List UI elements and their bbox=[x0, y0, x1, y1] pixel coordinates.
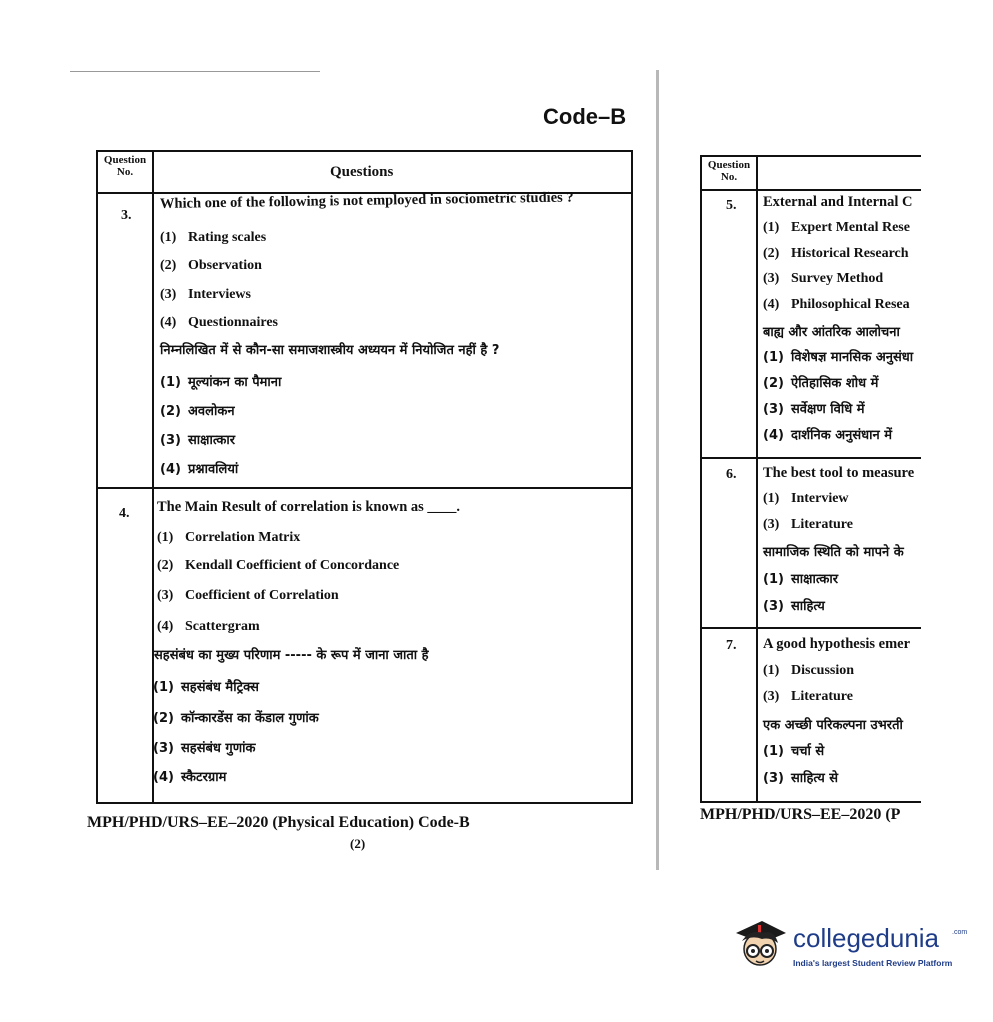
option bbox=[157, 530, 300, 546]
column-divider bbox=[152, 152, 154, 802]
option-text: Correlation Matrix bbox=[185, 530, 301, 545]
option-text: Interviews bbox=[188, 287, 251, 302]
option-hindi bbox=[160, 372, 281, 390]
option-hindi bbox=[160, 430, 235, 448]
question-stem-hindi: निम्नलिखित में से कौन-सा समाजशास्त्रीय अध्ययन में नियोजित नहीं है ? bbox=[160, 343, 500, 358]
option bbox=[160, 315, 278, 331]
question-stem: The Main Result of correlation is known as ____. bbox=[157, 499, 461, 515]
option-text: कॉन्कारडेंस का केंडाल गुणांक bbox=[181, 711, 319, 726]
option-number: (1) bbox=[763, 491, 780, 506]
header-qno bbox=[98, 154, 152, 178]
option-text: साक्षात्कार bbox=[188, 433, 236, 448]
option-text: ऐतिहासिक शोध में bbox=[791, 376, 879, 391]
option-number: (1) bbox=[763, 350, 784, 365]
option-hindi bbox=[763, 373, 878, 391]
option bbox=[160, 287, 251, 303]
option-hindi bbox=[763, 768, 838, 786]
option-text: विशेषज्ञ मानसिक अनुसंधा bbox=[791, 350, 914, 365]
page-footer: MPH/PHD/URS–EE–2020 (P bbox=[700, 806, 901, 823]
option-text: साहित्य से bbox=[791, 771, 839, 786]
left-question-table bbox=[96, 150, 633, 804]
table-header bbox=[702, 157, 921, 191]
option-hindi bbox=[153, 738, 256, 756]
option bbox=[763, 689, 853, 705]
option-hindi bbox=[160, 459, 238, 477]
option-text: सहसंबंध गुणांक bbox=[181, 741, 256, 756]
logo-wordmark: collegedunia bbox=[793, 923, 940, 953]
option-number: (1) bbox=[763, 663, 780, 678]
option-number: (4) bbox=[160, 315, 177, 330]
option-hindi bbox=[153, 767, 226, 785]
header-qno-line1: Question bbox=[707, 159, 751, 171]
option-text: साक्षात्कार bbox=[791, 572, 839, 587]
option-hindi bbox=[153, 708, 319, 726]
option-number: (4) bbox=[160, 462, 181, 477]
page-gutter bbox=[656, 70, 659, 870]
option-text: Interview bbox=[791, 491, 849, 506]
table-header bbox=[98, 152, 631, 194]
question-number: 6. bbox=[726, 467, 737, 482]
option-number: (2) bbox=[160, 258, 177, 273]
option-number: (4) bbox=[157, 619, 174, 634]
option-text: दार्शनिक अनुसंधान में bbox=[791, 428, 893, 443]
option-number: (4) bbox=[763, 297, 780, 312]
page-number: (2) bbox=[350, 836, 366, 851]
option bbox=[763, 297, 910, 313]
option-number: (2) bbox=[763, 246, 780, 261]
option-text: प्रश्नावलियां bbox=[188, 462, 239, 477]
option-text: Coefficient of Correlation bbox=[185, 588, 339, 603]
option-text: Philosophical Resea bbox=[791, 297, 910, 312]
option bbox=[157, 619, 260, 635]
option-number: (3) bbox=[157, 588, 174, 603]
option bbox=[763, 220, 910, 236]
logo-tagline: India's largest Student Review Platform bbox=[793, 958, 953, 968]
option-hindi bbox=[763, 347, 913, 365]
question-number: 7. bbox=[726, 638, 737, 653]
code-heading: Code–B bbox=[543, 104, 627, 129]
option-text: Literature bbox=[791, 517, 853, 532]
right-footer-clip bbox=[700, 806, 921, 830]
header-qno-line1: Question bbox=[103, 154, 147, 166]
option bbox=[157, 558, 399, 574]
option bbox=[160, 230, 266, 246]
option-hindi bbox=[763, 399, 865, 417]
option-text: Expert Mental Rese bbox=[791, 220, 910, 235]
option-hindi bbox=[763, 596, 825, 614]
option-number: (3) bbox=[763, 517, 780, 532]
option-text: Historical Research bbox=[791, 246, 909, 261]
header-qno-line2: No. bbox=[720, 171, 738, 183]
option-number: (3) bbox=[160, 287, 177, 302]
option-number: (3) bbox=[763, 599, 784, 614]
option bbox=[763, 271, 883, 287]
question-number: 4. bbox=[119, 506, 130, 521]
question-stem: External and Internal C bbox=[763, 194, 913, 210]
header-questions: Questions bbox=[330, 164, 394, 180]
option-text: अवलोकन bbox=[188, 404, 235, 419]
option-number: (1) bbox=[763, 220, 780, 235]
option-number: (3) bbox=[153, 741, 174, 756]
option-hindi bbox=[153, 677, 259, 695]
option-number: (1) bbox=[763, 744, 784, 759]
option-number: (3) bbox=[763, 271, 780, 286]
option-hindi bbox=[763, 425, 892, 443]
option-number: (4) bbox=[763, 428, 784, 443]
mascot-icon bbox=[730, 915, 790, 975]
question-stem-hindi: सामाजिक स्थिति को मापने के bbox=[763, 545, 904, 560]
column-divider bbox=[756, 157, 758, 801]
option-text: सहसंबंध मैट्रिक्स bbox=[181, 680, 259, 695]
question-stem: A good hypothesis emer bbox=[763, 636, 911, 652]
question-stem: Which one of the following is not employed in sociometric studies ? bbox=[159, 189, 574, 212]
question-stem-hindi: सहसंबंध का मुख्य परिणाम ----- के रूप में जाना जाता है bbox=[154, 648, 429, 663]
option-number: (3) bbox=[763, 689, 780, 704]
option-number: (2) bbox=[153, 711, 174, 726]
collegedunia-logo bbox=[730, 915, 970, 975]
option-text: Kendall Coefficient of Concordance bbox=[185, 558, 400, 573]
header-qno-line2: No. bbox=[116, 166, 134, 178]
option bbox=[763, 491, 849, 507]
option bbox=[763, 517, 853, 533]
option-text: Discussion bbox=[791, 663, 855, 678]
header-qno bbox=[702, 159, 756, 183]
option-text: Observation bbox=[188, 258, 262, 273]
option bbox=[157, 588, 339, 604]
logo-suffix: .com bbox=[952, 929, 968, 936]
page-footer: MPH/PHD/URS–EE–2020 (Physical Education) Code-B bbox=[87, 814, 470, 831]
option-text: चर्चा से bbox=[791, 744, 825, 759]
option-text: Scattergram bbox=[185, 619, 260, 634]
question-stem-hindi: बाह्य और आंतरिक आलोचना bbox=[763, 325, 900, 340]
option-number: (1) bbox=[157, 530, 174, 545]
question-number: 3. bbox=[121, 208, 132, 223]
option-hindi bbox=[160, 401, 235, 419]
option bbox=[763, 663, 854, 679]
scan-rule bbox=[70, 71, 320, 72]
option-number: (2) bbox=[160, 404, 181, 419]
option-text: साहित्य bbox=[791, 599, 825, 614]
option-text: सर्वेक्षण विधि में bbox=[791, 402, 865, 417]
option-text: Literature bbox=[791, 689, 853, 704]
right-table-clip bbox=[700, 150, 921, 810]
option-text: Survey Method bbox=[791, 271, 884, 286]
option-text: Questionnaires bbox=[188, 315, 278, 330]
option-text: Rating scales bbox=[188, 230, 267, 245]
question-stem: The best tool to measure bbox=[763, 465, 915, 481]
row-divider bbox=[98, 487, 631, 489]
option-number: (3) bbox=[160, 433, 181, 448]
option-number: (3) bbox=[763, 402, 784, 417]
option-hindi bbox=[763, 569, 838, 587]
row-divider bbox=[702, 627, 921, 629]
option-number: (2) bbox=[763, 376, 784, 391]
option-text: स्कैटरग्राम bbox=[181, 770, 227, 785]
question-stem-hindi: एक अच्छी परिकल्पना उभरती bbox=[763, 718, 903, 733]
option-number: (2) bbox=[157, 558, 174, 573]
option-number: (4) bbox=[153, 770, 174, 785]
option-number: (1) bbox=[763, 572, 784, 587]
row-divider bbox=[702, 457, 921, 459]
option-number: (1) bbox=[160, 230, 177, 245]
option-hindi bbox=[763, 741, 824, 759]
option-number: (3) bbox=[763, 771, 784, 786]
question-number: 5. bbox=[726, 198, 737, 213]
option-number: (1) bbox=[160, 375, 181, 390]
option-number: (1) bbox=[153, 680, 174, 695]
option bbox=[160, 258, 262, 274]
option-text: मूल्यांकन का पैमाना bbox=[188, 375, 282, 390]
option bbox=[763, 246, 909, 262]
